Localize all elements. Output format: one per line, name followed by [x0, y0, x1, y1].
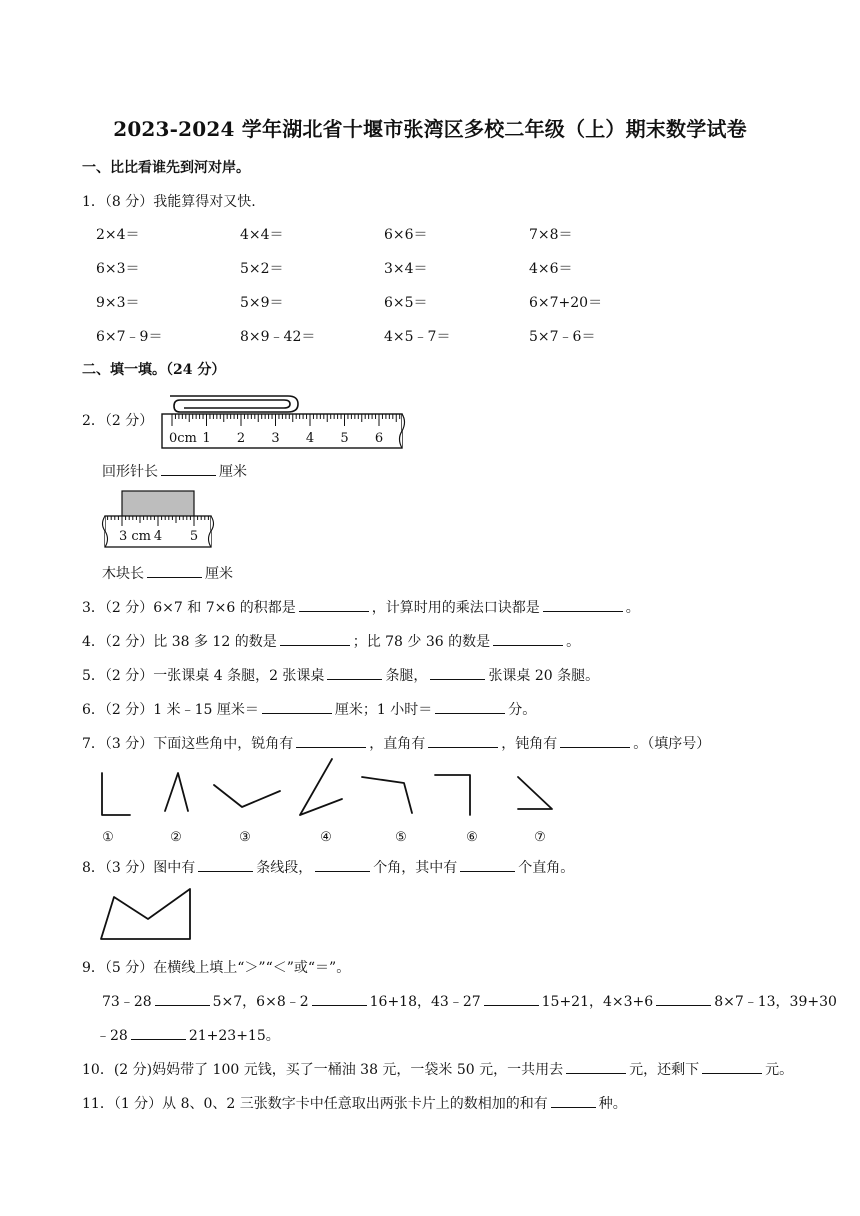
calc-item: 4×5﹣7＝ [384, 329, 451, 345]
angle-6-right [435, 775, 470, 815]
calc-item: 4×6＝ [529, 261, 573, 277]
question-10-text-end: 元。 [765, 1062, 794, 1078]
angle-2-acute [165, 773, 188, 811]
q9-blank-4[interactable] [656, 991, 711, 1006]
calc-item: 2×4＝ [96, 227, 140, 243]
wooden-block [122, 491, 194, 517]
question-7 [82, 733, 710, 753]
ruler-1-tick-label: 4 [305, 431, 315, 446]
angle-1-right [102, 773, 130, 815]
question-6 [82, 699, 536, 719]
question-8-text: 8．（3 分）图中有 [82, 860, 196, 876]
calc-item: 8×9﹣42＝ [240, 329, 316, 345]
question-9-line-2 [96, 1025, 280, 1045]
q9-expr-1: 73﹣28 [102, 994, 152, 1010]
question-3-text-mid: ，计算时用的乘法口诀都是 [371, 600, 540, 616]
question-8-blank-1[interactable] [198, 857, 253, 872]
question-7-blank-obtuse[interactable] [560, 733, 630, 748]
question-9-line-1 [102, 991, 837, 1011]
block-length-blank[interactable] [147, 563, 202, 578]
angle-label: ⑥ [466, 830, 478, 845]
ruler-2-tick-label: 3 cm [119, 529, 152, 544]
question-8-text-end: 个直角。 [518, 860, 575, 876]
q9-expr-6: ﹣28 [96, 1028, 128, 1044]
calc-item: 6×5＝ [384, 295, 428, 311]
question-7-text: 7．（3 分）下面这些角中，锐角有 [82, 736, 294, 752]
question-4 [82, 631, 580, 651]
calc-item: 9×3＝ [96, 295, 140, 311]
q9-expr-2: 5×7，6×8﹣2 [212, 994, 309, 1010]
question-5-text: 5．（2 分）一张课桌 4 条腿，2 张课桌 [82, 668, 325, 684]
q9-expr-3: 16+18，43﹣27 [369, 994, 481, 1010]
question-7-text-right: ，直角有 [369, 736, 426, 752]
paperclip-length-unit: 厘米 [219, 464, 247, 480]
question-5-blank-1[interactable] [327, 665, 382, 680]
paperclip-length-label: 回形针长 [102, 464, 158, 480]
question-11-text: 11．（1 分）从 8、0、2 三张数字卡中任意取出两张卡片上的数相加的和有 [82, 1096, 548, 1112]
pentagon-shape [101, 889, 190, 939]
angle-label: ④ [320, 830, 332, 845]
calc-item: 7×8＝ [529, 227, 573, 243]
question-11-text-end: 种。 [598, 1096, 627, 1112]
question-8-text-mid2: 个角，其中有 [373, 860, 458, 876]
calc-item: 6×7﹣9＝ [96, 329, 163, 345]
question-10-text: 10．(2 分)妈妈带了 100 元钱，买了一桶油 38 元，一袋米 50 元，一共用去 [82, 1062, 564, 1078]
angle-4-acute [300, 759, 342, 815]
question-4-text-mid: ；比 78 少 36 的数是 [352, 634, 491, 650]
angle-3-obtuse [214, 785, 280, 807]
question-8-blank-3[interactable] [460, 857, 515, 872]
ruler-1-tick-label: 5 [340, 431, 349, 446]
ruler-2-tick-label: 4 [153, 529, 163, 544]
question-1-stem: 1．（8 分）我能算得对又快. [82, 194, 256, 210]
q9-blank-5[interactable] [131, 1025, 186, 1040]
calc-item: 4×4＝ [240, 227, 284, 243]
question-6-blank-1[interactable] [262, 699, 332, 714]
question-10-blank-2[interactable] [702, 1059, 762, 1074]
shape-figure [98, 885, 194, 943]
question-6-blank-2[interactable] [435, 699, 505, 714]
angle-5-obtuse [362, 777, 412, 813]
paperclip-icon [170, 396, 298, 412]
question-4-blank-2[interactable] [493, 631, 563, 646]
question-11 [82, 1093, 627, 1113]
angle-7-acute [518, 777, 552, 809]
question-7-text-obtuse: ，钝角有 [501, 736, 558, 752]
calc-item: 5×2＝ [240, 261, 284, 277]
question-8-text-mid1: 条线段， [256, 860, 313, 876]
q9-blank-2[interactable] [312, 991, 367, 1006]
angle-label: ② [170, 830, 182, 845]
ruler-1-tick-label: 0cm [169, 431, 197, 446]
angle-label: ③ [239, 830, 251, 845]
question-5-text-mid: 条腿， [385, 668, 428, 684]
angle-label: ⑦ [534, 830, 546, 845]
question-3-blank-2[interactable] [543, 597, 623, 612]
question-3-text: 3．（2 分）6×7 和 7×6 的积都是 [82, 600, 296, 616]
page-title: 2023-2024 学年湖北省十堰市张湾区多校二年级（上）期末数学试卷 [113, 117, 747, 141]
angles-figure [90, 755, 560, 847]
question-7-blank-right[interactable] [428, 733, 498, 748]
angle-label: ① [102, 830, 114, 845]
section-heading-1: 一、比比看谁先到河对岸。 [82, 160, 250, 176]
block-length-label: 木块长 [102, 566, 144, 582]
question-7-blank-acute[interactable] [296, 733, 366, 748]
ruler-1-tick-label: 2 [236, 431, 246, 446]
ruler-1-tick-label: 1 [202, 431, 211, 446]
question-8-blank-2[interactable] [315, 857, 370, 872]
ruler-1-tick-label: 6 [374, 431, 384, 446]
question-5-blank-2[interactable] [430, 665, 485, 680]
question-3 [82, 597, 640, 617]
q9-blank-3[interactable] [484, 991, 539, 1006]
block-ruler-figure [100, 490, 215, 550]
ruler-2-tick-label: 5 [189, 529, 199, 544]
question-11-blank[interactable] [551, 1093, 596, 1108]
question-3-blank-1[interactable] [299, 597, 369, 612]
question-9-stem: 9．（5 分）在横线上填上“＞”“＜”或“＝”。 [82, 960, 351, 976]
question-3-text-end: 。 [625, 600, 640, 616]
question-4-blank-1[interactable] [280, 631, 350, 646]
calc-item: 6×6＝ [384, 227, 428, 243]
ruler-1-tick-label: 3 [271, 431, 280, 446]
q9-expr-5: 8×7﹣13，39+30 [714, 994, 837, 1010]
question-10-text-mid: 元，还剩下 [629, 1062, 700, 1078]
angle-label: ⑤ [395, 830, 407, 845]
question-5 [82, 665, 599, 685]
section-heading-2: 二、填一填。（24 分） [82, 362, 226, 378]
calc-item: 3×4＝ [384, 261, 428, 277]
question-4-text-end: 。 [566, 634, 581, 650]
question-7-text-end: 。（填序号） [633, 736, 711, 752]
question-2-number: 2．（2 分） [82, 413, 154, 429]
question-10 [82, 1059, 793, 1079]
calc-item: 5×9＝ [240, 295, 284, 311]
paperclip-ruler-figure [160, 386, 410, 450]
q9-blank-1[interactable] [155, 991, 210, 1006]
paperclip-length-blank[interactable] [161, 461, 216, 476]
question-10-blank-1[interactable] [566, 1059, 626, 1074]
question-8 [82, 857, 574, 877]
question-6-text: 6．（2 分）1 米﹣15 厘米＝ [82, 702, 259, 718]
question-6-text-end: 分。 [508, 702, 537, 718]
block-length-unit: 厘米 [205, 566, 233, 582]
question-5-text-end: 张课桌 20 条腿。 [488, 668, 600, 684]
calc-item: 6×3＝ [96, 261, 140, 277]
calc-item: 6×7+20＝ [529, 295, 603, 311]
question-4-text: 4．（2 分）比 38 多 12 的数是 [82, 634, 277, 650]
question-6-text-mid: 厘米；1 小时＝ [334, 702, 433, 718]
ruler-1 [162, 414, 402, 448]
calc-item: 5×7﹣6＝ [529, 329, 596, 345]
q9-expr-4: 15+21，4×3+6 [541, 994, 654, 1010]
q9-expr-7: 21+23+15。 [188, 1028, 280, 1044]
